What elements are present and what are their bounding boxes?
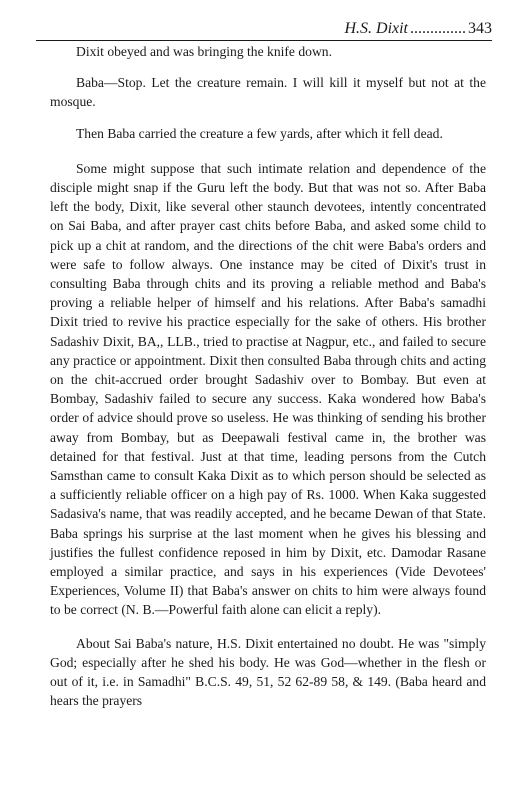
page-number: 343 bbox=[468, 20, 492, 37]
dot-leader: .............. bbox=[410, 20, 466, 37]
running-header bbox=[36, 14, 492, 41]
page-body bbox=[50, 42, 486, 711]
paragraph-4: Some might suppose that such intimate relation and dependence of the disciple might snap if the Guru left the body. But that was not so. After Baba left the body, Dixit, like several other staunch devotees, intently concentrated on Sai Baba, and after prayer cast chits before Baba, and asked some child to pick up a chit at random, and the directions of the chit were Baba's orders and were safe to follow always. One instance may be cited of Dixit's trust in consulting Baba through chits and its proving a reliable method and Baba's proving a reliable helper of himself and his relations. After Baba's samadhi Dixit tried to revive his practice especially for the sake of others. His brother Sadashiv Dixit, BA,, LLB., tried to practise at Nagpur, etc., and failed to secure any practice or appointment. Dixit then consulted Baba through chits and acting on the chit-accrued order brought Sadashiv over to Bombay. But even at Bombay, Sadashiv failed to secure any success. Kaka wondered how Baba's order of advice should prove so useless. He was thinking of sending his brother away from Bombay, but as Deepawali festival came in, the brother was detained for that festival. Just at that time, leading persons from the Cutch Samsthan came to consult Kaka Dixit as to which person should be selected as a sufficiently reliable officer on a high pay of Rs. 1000. When Kaka suggested Sadasiva's name, that was readily accepted, and he became Dewan of that State. Baba springs his surprise at the last moment when he gives his blessing and justifies the fullest confidence reposed in him by Dixit, etc. Damodar Rasane employed a similar practice, and says in his experiences (Vide Devotees' Experiences, Volume II) that Baba's answer on chits to him were always found to be correct (N. B.—Powerful faith alone can elicit a reply). bbox=[50, 160, 486, 618]
paragraph-2: Baba—Stop. Let the creature remain. I will kill it myself but not at the mosque. bbox=[50, 75, 486, 110]
paragraph-3: Then Baba carried the creature a few yards, after which it fell dead. bbox=[76, 125, 443, 141]
paragraph-5: About Sai Baba's nature, H.S. Dixit entertained no doubt. He was "simply God; especially after he shed his body. He was God—whether in the flesh or out of it, i.e. in Samadhi" B.C.S. 49, 51, 52 62-89 58, & 149. (Baba heard and hears the prayers bbox=[50, 635, 486, 709]
running-title: H.S. Dixit bbox=[344, 20, 408, 37]
paragraph-1: Dixit obeyed and was bringing the knife down. bbox=[76, 44, 332, 59]
